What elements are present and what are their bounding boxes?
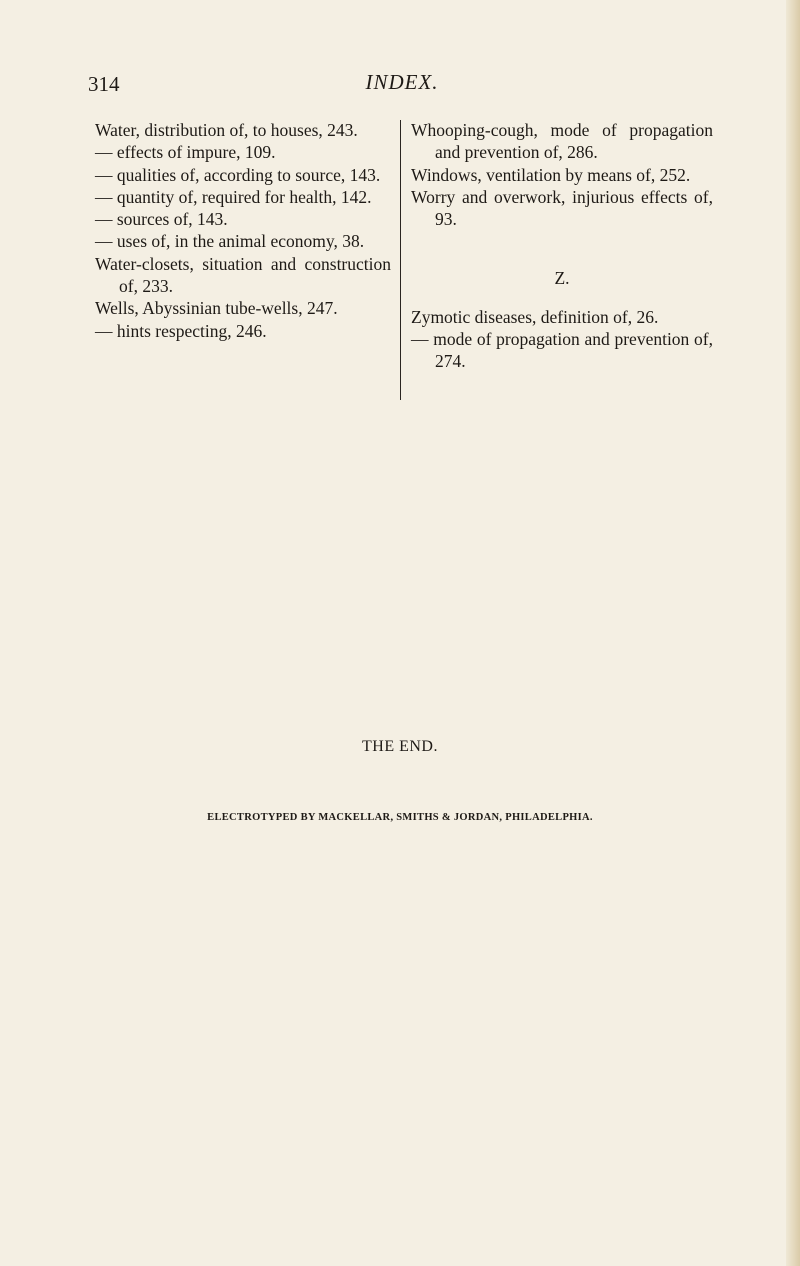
page-header [88, 70, 716, 100]
index-entry: Wells, Abyssinian tube-wells, 247. [95, 298, 338, 319]
index-column-right [411, 119, 713, 373]
index-entry: Water, distribution of, to houses, 243. [95, 120, 358, 140]
index-entry: — effects of impure, 109. [95, 142, 276, 163]
index-column-left [95, 119, 391, 342]
the-end: THE END. [362, 738, 438, 755]
index-entry: — qualities of, according to source, 143. [95, 164, 381, 185]
index-entry: Windows, ventilation by means of, 252. [411, 164, 691, 185]
index-entry: — uses of, in the animal economy, 38. [95, 231, 365, 252]
page-number: 314 [88, 72, 120, 96]
column-divider [400, 120, 401, 400]
index-entry: — quantity of, required for health, 142. [95, 186, 372, 207]
page-edge [786, 0, 800, 1266]
index-entry: — sources of, 143. [95, 209, 228, 230]
section-heading-z: Z. [554, 268, 570, 289]
printer-imprint: ELECTROTYPED BY MACKELLAR, SMITHS & JORDAN, PHILADELPHIA. [207, 812, 593, 823]
running-title: INDEX. [365, 70, 439, 94]
index-entry: — hints respecting, 246. [95, 320, 267, 341]
index-entry: Zymotic diseases, definition of, 26. [411, 306, 659, 327]
index-entry: — mode of propagation and prevention of, 274. [411, 329, 713, 372]
index-entry: Worry and overwork, injurious effects of, 93. [411, 186, 713, 230]
index-entry: Whooping-cough, mode of propagation and prevention of, 286. [411, 120, 713, 163]
index-entry: Water-closets, situation and construction of, 233. [95, 253, 391, 297]
